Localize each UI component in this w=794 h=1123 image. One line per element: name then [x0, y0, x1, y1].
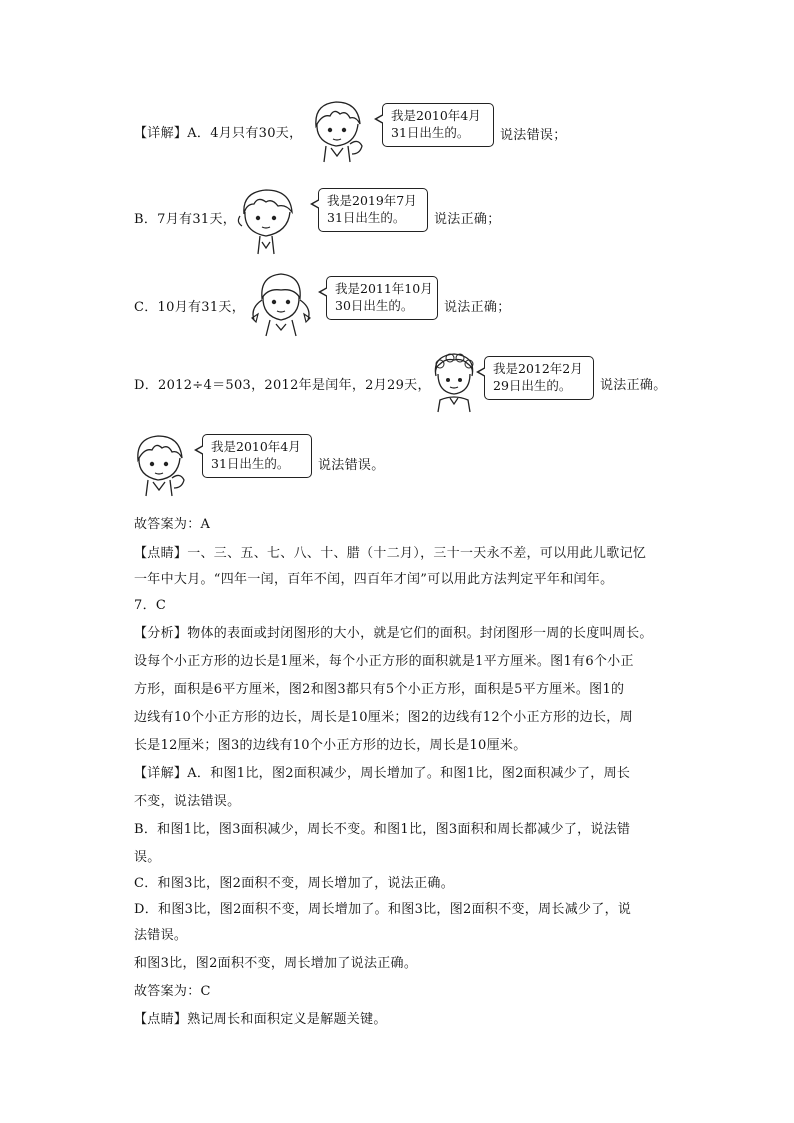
option-a-verdict: 说法错误； [500, 128, 567, 143]
bubble-e-line2: 31日出生的。 [211, 456, 290, 471]
speech-bubble-e [202, 434, 312, 478]
detail-7-line6: D．和图3比，图2面积不变，周长增加了。和图3比，图2面积不变，周长减少了，说 [134, 902, 632, 917]
option-d-text: D．2012÷4＝503，2012年是闰年，2月29天， [134, 378, 431, 393]
bubble-a-line2: 31日出生的。 [391, 125, 470, 140]
detail-7-line1: 【详解】A．和图1比，图2面积减少，周长增加了。和图1比，图2面积减少了，周长 [134, 766, 631, 781]
answer-6: 故答案为：A [134, 517, 211, 532]
speech-bubble-b [318, 188, 428, 232]
boy-thinking-icon [128, 430, 194, 498]
speech-bubble-d [484, 356, 594, 400]
option-b-text: B．7月有31天， [134, 212, 237, 227]
boy-thinking-icon [306, 96, 372, 164]
option-c-verdict: 说法正确； [444, 300, 511, 315]
analysis-7-line4: 边线有10个小正方形的边长，周长是10厘米；图2的边线有12个小正方形的边长，周 [134, 710, 633, 725]
option-c-text: C．10月有31天， [134, 300, 246, 315]
detail-7-line5: C．和图3比，图2面积不变，周长增加了，说法正确。 [134, 876, 454, 891]
analysis-7-line3: 方形，面积是6平方厘米，图2和图3都只有5个小正方形，面积是5平方厘米。图1的 [134, 682, 625, 697]
tip-6-line2: 一年中大月。“四年一闰，百年不闰，四百年才闰”可以用此方法判定平年和闰年。 [134, 572, 614, 587]
bubble-c-line2: 30日出生的。 [335, 298, 414, 313]
speech-bubble-a [382, 103, 494, 147]
bubble-b-line2: 31日出生的。 [327, 210, 406, 225]
detail-7-line2: 不变，说法错误。 [134, 794, 241, 809]
option-b-verdict: 说法正确； [434, 212, 501, 227]
detail-7-line4: 误。 [134, 850, 161, 865]
girl-short-hair-icon [232, 182, 304, 256]
tip-6-line1: 【点睛】一、三、五、七、八、十、腊（十二月），三十一天永不差，可以用此儿歌记忆 [134, 546, 647, 561]
option-e-verdict: 说法错误。 [318, 458, 385, 473]
bubble-b-line1: 我是2019年7月 [327, 193, 417, 208]
bubble-c-line1: 我是2011年10月 [335, 281, 433, 296]
bubble-d-line1: 我是2012年2月 [493, 361, 583, 376]
analysis-7-line5: 长是12厘米；图3的边线有10个小正方形的边长，周长是10厘米。 [134, 738, 527, 753]
detail-7-line3: B．和图1比，图3面积减少，周长不变。和图1比，图3面积和周长都减少了，说法错 [134, 822, 631, 837]
analysis-7-line2: 设每个小正方形的边长是1厘米，每个小正方形的面积就是1平方厘米。图1有6个小正 [134, 654, 634, 669]
bubble-e-line1: 我是2010年4月 [211, 439, 301, 454]
answer-7: 故答案为：C [134, 984, 211, 999]
analysis-7-line1: 【分析】物体的表面或封闭图形的大小，就是它们的面积。封闭图形一周的长度叫周长。 [134, 626, 653, 641]
girl-pigtails-icon [246, 268, 316, 338]
option-d-verdict: 说法正确。 [600, 378, 667, 393]
question-7-number: 7．C [134, 598, 167, 613]
speech-bubble-c [326, 276, 438, 320]
bubble-d-line2: 29日出生的。 [493, 378, 572, 393]
tip-7: 【点睛】熟记周长和面积定义是解题关键。 [134, 1012, 387, 1027]
detail-7-line8: 和图3比，图2面积不变，周长增加了说法正确。 [134, 956, 418, 971]
grandma-icon [428, 350, 480, 414]
bubble-a-line1: 我是2010年4月 [391, 108, 481, 123]
option-a-text: 【详解】A．4月只有30天， [134, 126, 303, 141]
detail-7-line7: 法错误。 [134, 928, 188, 943]
